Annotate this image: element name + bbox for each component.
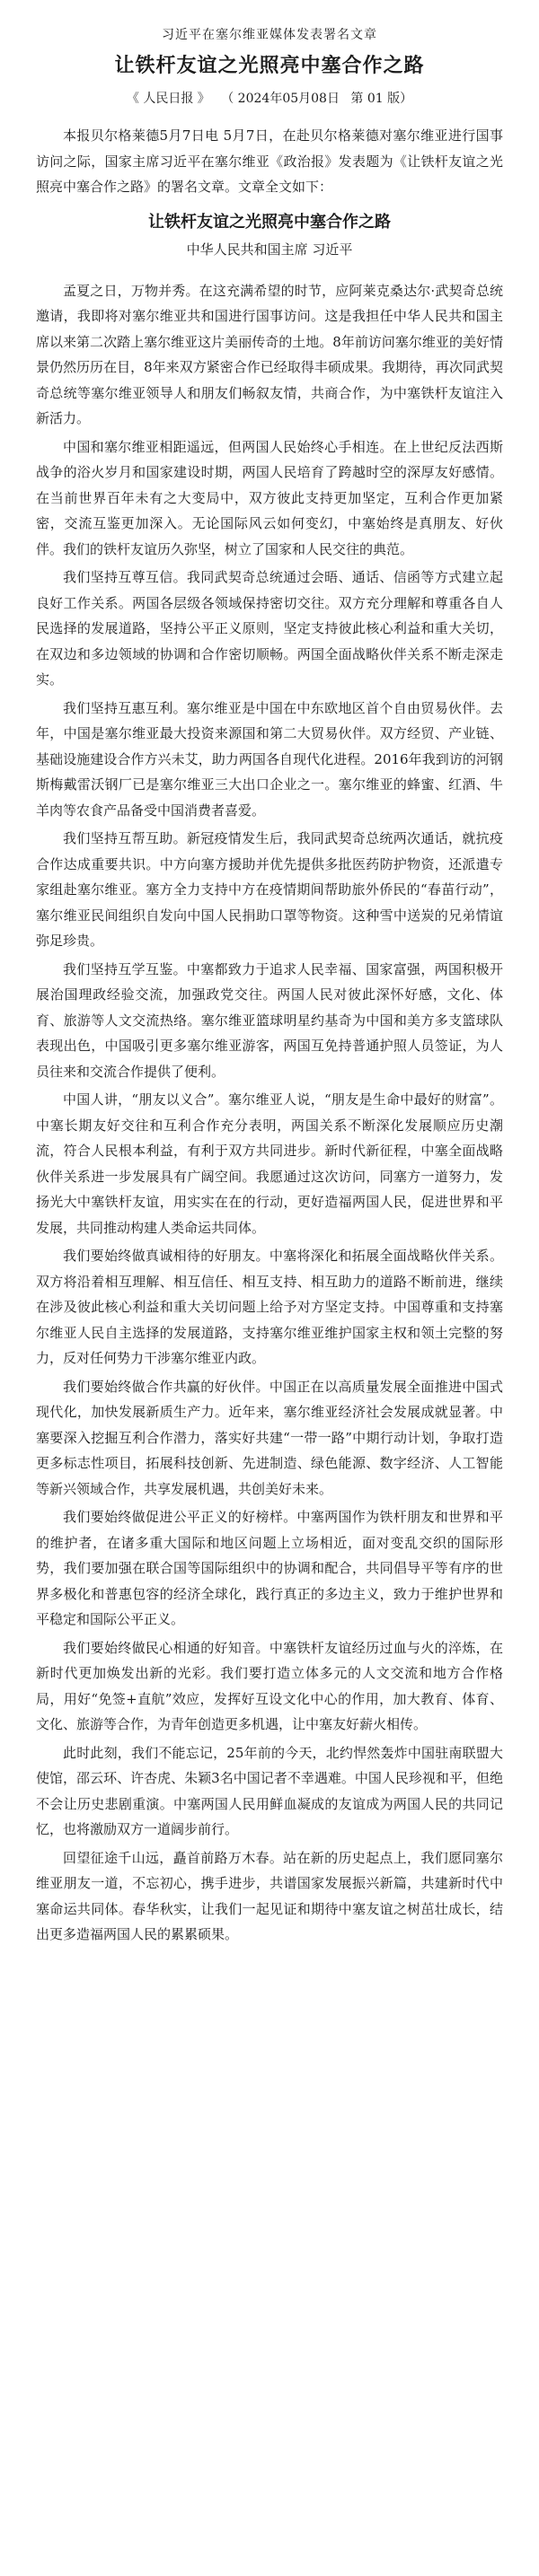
body-paragraph: 我们要始终做真诚相待的好朋友。中塞将深化和拓展全面战略伙伴关系。双方将沿着相互理解、相互信任、相互支持、相互助力的道路不断前进，继续在涉及彼此核心利益和重大关切问题上给予对方坚定支持。中国尊重和支持塞尔维亚人民自主选择的发展道路，支持塞尔维亚维护国家主权和领土完整的努力，反对任何势力干涉塞尔维亚内政。 — [36, 1248, 503, 1366]
article-body — [36, 278, 503, 1948]
publish-date: （ 2024年05月08日 — [221, 92, 340, 106]
body-paragraph: 我们坚持互帮互助。新冠疫情发生后，我同武契奇总统两次通话，就抗疫合作达成重要共识。中方向塞方援助并优先提供多批医药防护物资，还派遣专家组赴塞尔维亚。塞方全力支持中方在疫情期间帮助旅外侨民的“春苗行动”，塞尔维亚民间组织自发向中国人民捐助口罩等物资。这种雪中送炭的兄弟情谊弥足珍贵。 — [36, 830, 503, 949]
body-paragraph: 中国和塞尔维亚相距遥远，但两国人民始终心手相连。在上世纪反法西斯战争的浴火岁月和国家建设时期，两国人民培育了跨越时空的深厚友好感情。在当前世界百年未有之大变局中，双方彼此支持更加坚定，互利合作更加紧密，交流互鉴更加深入。无论国际风云如何变幻，中塞始终是真朋友、好伙伴。我们的铁杆友谊历久弥坚，树立了国家和人民交往的典范。 — [36, 438, 503, 557]
body-paragraph: 孟夏之日，万物并秀。在这充满希望的时节，应阿莱克桑达尔·武契奇总统邀请，我即将对塞尔维亚共和国进行国事访问。这是我担任中华人民共和国主席以来第二次踏上塞尔维亚这片美丽传奇的土地。8年前访问塞尔维亚的美好情景仍然历历在目，8年来双方紧密合作已经取得丰硕成果。我期待，再次同武契奇总统等塞尔维亚领导人和朋友们畅叙友情，共商合作，为中塞铁杆友谊注入新活力。 — [36, 282, 503, 426]
body-paragraph: 我们坚持互惠互利。塞尔维亚是中国在中东欧地区首个自由贸易伙伴。去年，中国是塞尔维亚最大投资来源国和第二大贸易伙伴。双方经贸、产业链、基础设施建设合作方兴未艾，助力两国各自现代化进程。2016年我到访的河钢斯梅戴雷沃钢厂已是塞尔维亚三大出口企业之一。塞尔维亚的蜂蜜、红酒、牛羊肉等农食产品备受中国消费者喜爱。 — [36, 699, 503, 819]
lead-paragraph: 本报贝尔格莱德5月7日电 5月7日，在赴贝尔格莱德对塞尔维亚进行国事访问之际，国家主席习近平在塞尔维亚《政治报》发表题为《让铁杆友谊之光照亮中塞合作之路》的署名文章。文章全文如下： — [36, 127, 503, 195]
body-paragraph: 中国人讲，“朋友以义合”。塞尔维亚人说，“朋友是生命中最好的财富”。中塞长期友好交往和互利合作充分表明，两国关系不断深化发展顺应历史潮流，符合人民根本利益，有利于双方共同进步。新时代新征程，中塞全面战略伙伴关系进一步发展具有广阔空间。我愿通过这次访问，同塞方一道努力，发扬光大中塞铁杆友谊，用实实在在的行动，更好造福两国人民，促进世界和平发展，共同推动构建人类命运共同体。 — [36, 1091, 503, 1236]
publication-meta — [36, 89, 503, 107]
source-label: 《 人民日报 》 — [126, 92, 210, 106]
article-byline: 中华人民共和国主席 习近平 — [186, 241, 353, 258]
body-paragraph: 我们要始终做民心相通的好知音。中塞铁杆友谊经历过血与火的淬炼，在新时代更加焕发出新的光彩。我们要打造立体多元的人文交流和地方合作格局，用好“免签+直航”效应，发挥好互设文化中心的作用，加大教育、体育、文化、旅游等合作，为青年创造更多机遇，让中塞友好薪火相传。 — [36, 1639, 503, 1732]
page-number: 第 01 版） — [350, 92, 413, 106]
body-paragraph: 我们要始终做促进公平正义的好榜样。中塞两国作为铁杆朋友和世界和平的维护者，在诸多重大国际和地区问题上立场相近，面对变乱交织的国际形势，我们要加强在联合国等国际组织中的协调和配合，共同倡导平等有序的世界多极化和普惠包容的经济全球化，践行真正的多边主义，致力于维护世界和平稳定和国际公平正义。 — [36, 1509, 503, 1627]
body-paragraph: 我们要始终做合作共赢的好伙伴。中国正在以高质量发展全面推进中国式现代化，加快发展新质生产力。近年来，塞尔维亚经济社会发展成就显著。中塞要深入挖掘互利合作潜力，落实好共建“一带一路”中期行动计划，争取打造更多标志性项目，拓展科技创新、先进制造、绿色能源、数字经济、人工智能等新兴领域合作，共享发展机遇，共创美好未来。 — [36, 1378, 503, 1497]
headline-kicker: 习近平在塞尔维亚媒体发表署名文章 — [162, 28, 377, 42]
body-paragraph: 我们坚持互学互鉴。中塞都致力于追求人民幸福、国家富强，两国积极开展治国理政经验交流，加强政党交往。两国人民对彼此深怀好感，文化、体育、旅游等人文交流热络。塞尔维亚篮球明星约基奇为中国和美方多支篮球队表现出色，中国吸引更多塞尔维亚游客，两国互免持普通护照人员签证，为人员往来和交流合作提供了便利。 — [36, 960, 503, 1080]
headline-title: 让铁杆友谊之光照亮中塞合作之路 — [114, 54, 425, 77]
body-paragraph: 此时此刻，我们不能忘记，25年前的今天，北约悍然轰炸中国驻南联盟大使馆，邵云环、许杏虎、朱颖3名中国记者不幸遇难。中国人民珍视和平，但绝不会让历史悲剧重演。中塞两国人民用鲜血凝成的友谊成为两国人民的共同记忆，也将激励双方一道阔步前行。 — [36, 1744, 503, 1837]
article-title: 让铁杆友谊之光照亮中塞合作之路 — [148, 212, 391, 232]
body-paragraph: 回望征途千山远，矗首前路万木春。站在新的历史起点上，我们愿同塞尔维亚朋友一道，不忘初心，携手进步，共谱国家发展振兴新篇，共建新时代中塞命运共同体。春华秋实，让我们一起见证和期待中塞友谊之树茁壮成长，结出更多造福两国人民的累累硕果。 — [36, 1849, 503, 1942]
body-paragraph: 我们坚持互尊互信。我同武契奇总统通过会晤、通话、信函等方式建立起良好工作关系。两国各层级各领域保持密切交往。双方充分理解和尊重各自人民选择的发展道路，坚持公平正义原则，坚定支持彼此核心利益和重大关切，在双边和多边领域的协调和合作密切顺畅。两国全面战略伙伴关系不断走深走实。 — [36, 569, 503, 688]
